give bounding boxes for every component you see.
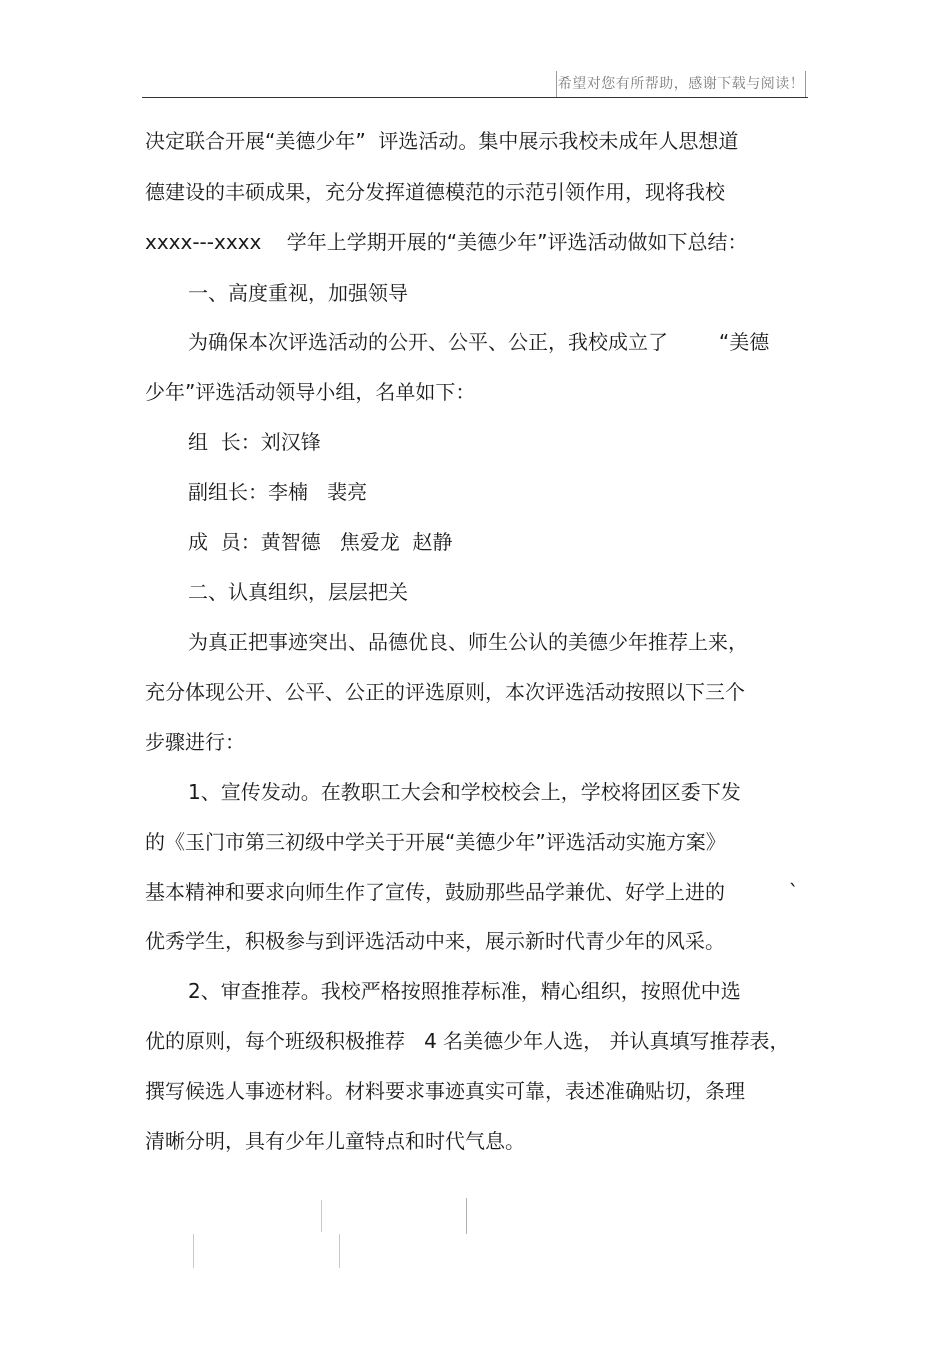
scan-mark bbox=[193, 1234, 194, 1268]
body-line: 撰写候选人事迹材料。材料要求事迹真实可靠，表述准确贴切，条理 bbox=[145, 1079, 745, 1103]
body-line: 为确保本次评选活动的公开、公平、公正，我校成立了 “美德 bbox=[188, 330, 770, 354]
member-line: 成 员：黄智德 焦爱龙 赵静 bbox=[188, 530, 453, 554]
body-line: 优的原则，每个班级积极推荐 4 名美德少年人选， 并认真填写推荐表， bbox=[145, 1029, 790, 1053]
header-note: 希望对您有所帮助，感谢下载与阅读！ bbox=[556, 71, 806, 97]
header-divider bbox=[142, 97, 808, 98]
scan-mark bbox=[321, 1200, 322, 1232]
body-line: 的《玉门市第三初级中学关于开展“美德少年”评选活动实施方案》 bbox=[145, 830, 726, 854]
section-heading: 二、认真组织，层层把关 bbox=[188, 580, 408, 604]
body-line: 德建设的丰硕成果，充分发挥道德模范的示范引领作用，现将我校 bbox=[145, 180, 725, 204]
body-line: 决定联合开展“美德少年” 评选活动。集中展示我校未成年人思想道 bbox=[145, 129, 739, 153]
body-line: 1、宣传发动。在教职工大会和学校校会上，学校将团区委下发 bbox=[188, 780, 741, 804]
body-line: 步骤进行： bbox=[145, 730, 245, 754]
body-line: xxxx---xxxx 学年上学期开展的“美德少年”评选活动做如下总结： bbox=[145, 230, 748, 254]
scan-mark bbox=[466, 1198, 467, 1234]
body-line: 基本精神和要求向师生作了宣传，鼓励那些品学兼优、好学上进的 ` bbox=[145, 880, 799, 904]
member-line: 组 长：刘汉锋 bbox=[188, 430, 321, 454]
body-line: 2、审查推荐。我校严格按照推荐标准，精心组织，按照优中选 bbox=[188, 979, 741, 1003]
body-line: 优秀学生，积极参与到评选活动中来，展示新时代青少年的风采。 bbox=[145, 929, 725, 953]
section-heading: 一、高度重视，加强领导 bbox=[188, 281, 408, 305]
body-line: 充分体现公开、公平、公正的评选原则，本次评选活动按照以下三个 bbox=[145, 680, 745, 704]
member-line: 副组长：李楠 裴亮 bbox=[188, 480, 368, 504]
body-line: 少年”评选活动领导小组，名单如下： bbox=[145, 380, 476, 404]
body-line: 为真正把事迹突出、品德优良、师生公认的美德少年推荐上来， bbox=[188, 630, 748, 654]
body-line: 清晰分明，具有少年儿童特点和时代气息。 bbox=[145, 1129, 525, 1153]
scan-mark bbox=[339, 1234, 340, 1268]
